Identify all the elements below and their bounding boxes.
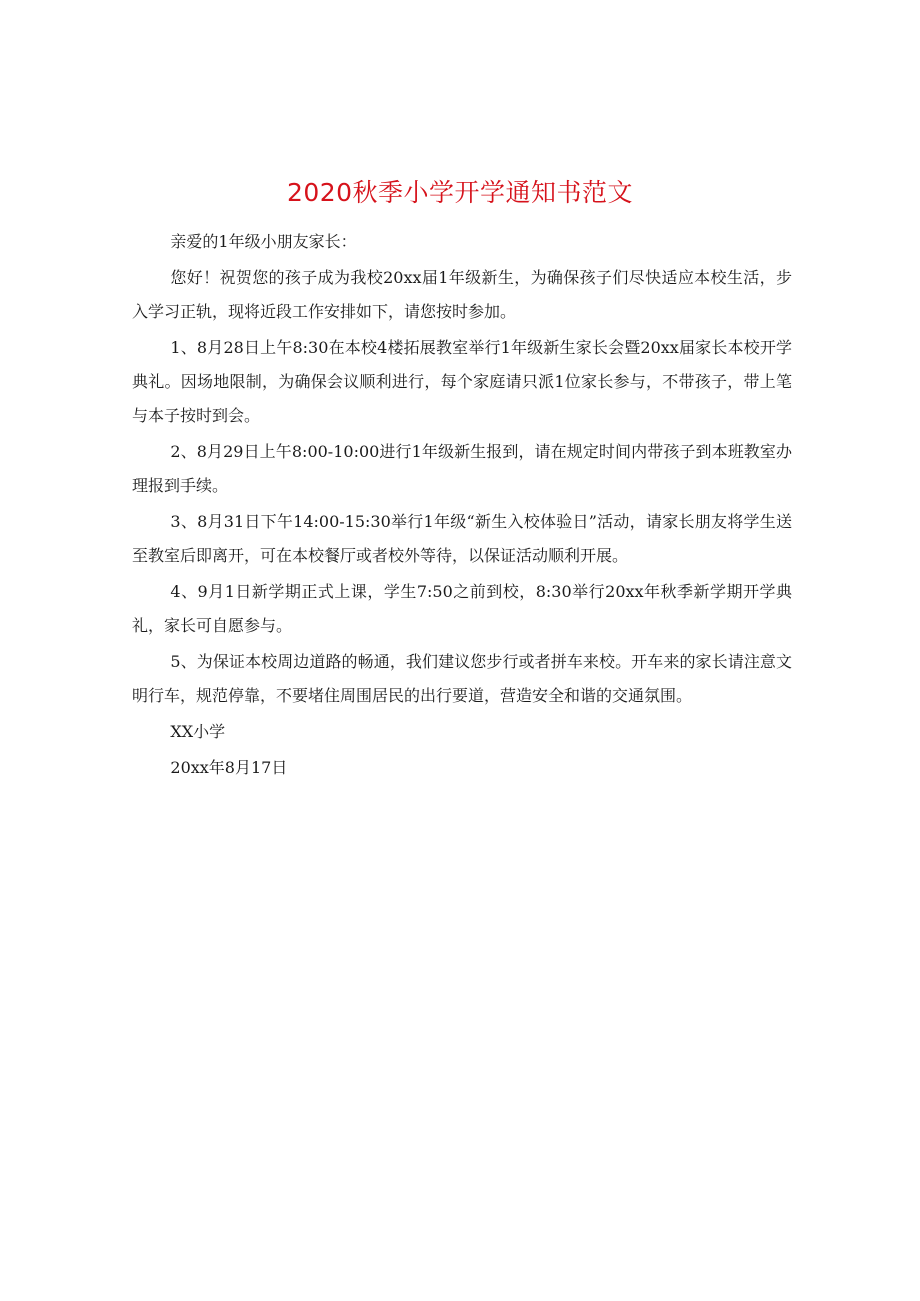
signature: XX小学	[170, 722, 226, 741]
paragraph-item-1: 1、8月28日上午8:30在本校4楼拓展教室举行1年级新生家长会暨20xx届家长本校开学典礼。因场地限制，为确保会议顺利进行，每个家庭请只派1位家长参与，不带孩子，带上笔与本子按时到会。	[132, 338, 792, 425]
paragraph-item-2: 2、8月29日上午8:00-10:00进行1年级新生报到，请在规定时间内带孩子到本班教室办理报到手续。	[132, 442, 792, 495]
document-title: 2020秋季小学开学通知书范文	[286, 178, 634, 207]
paragraph-item-4: 4、9月1日新学期正式上课，学生7:50之前到校，8:30举行20xx年秋季新学期开学典礼，家长可自愿参与。	[132, 582, 792, 635]
paragraph-item-3: 3、8月31日下午14:00-15:30举行1年级“新生入校体验日”活动，请家长朋友将学生送至教室后即离开，可在本校餐厅或者校外等待，以保证活动顺利开展。	[132, 512, 792, 565]
document-date: 20xx年8月17日	[170, 758, 288, 777]
greeting: 亲爱的1年级小朋友家长：	[170, 232, 357, 251]
document-body	[132, 225, 792, 785]
paragraph-intro: 您好！祝贺您的孩子成为我校20xx届1年级新生，为确保孩子们尽快适应本校生活，步入学习正轨，现将近段工作安排如下，请您按时参加。	[132, 268, 792, 321]
paragraph-item-5: 5、为保证本校周边道路的畅通，我们建议您步行或者拼车来校。开车来的家长请注意文明行车，规范停靠，不要堵住周围居民的出行要道，营造安全和谐的交通氛围。	[132, 652, 792, 705]
